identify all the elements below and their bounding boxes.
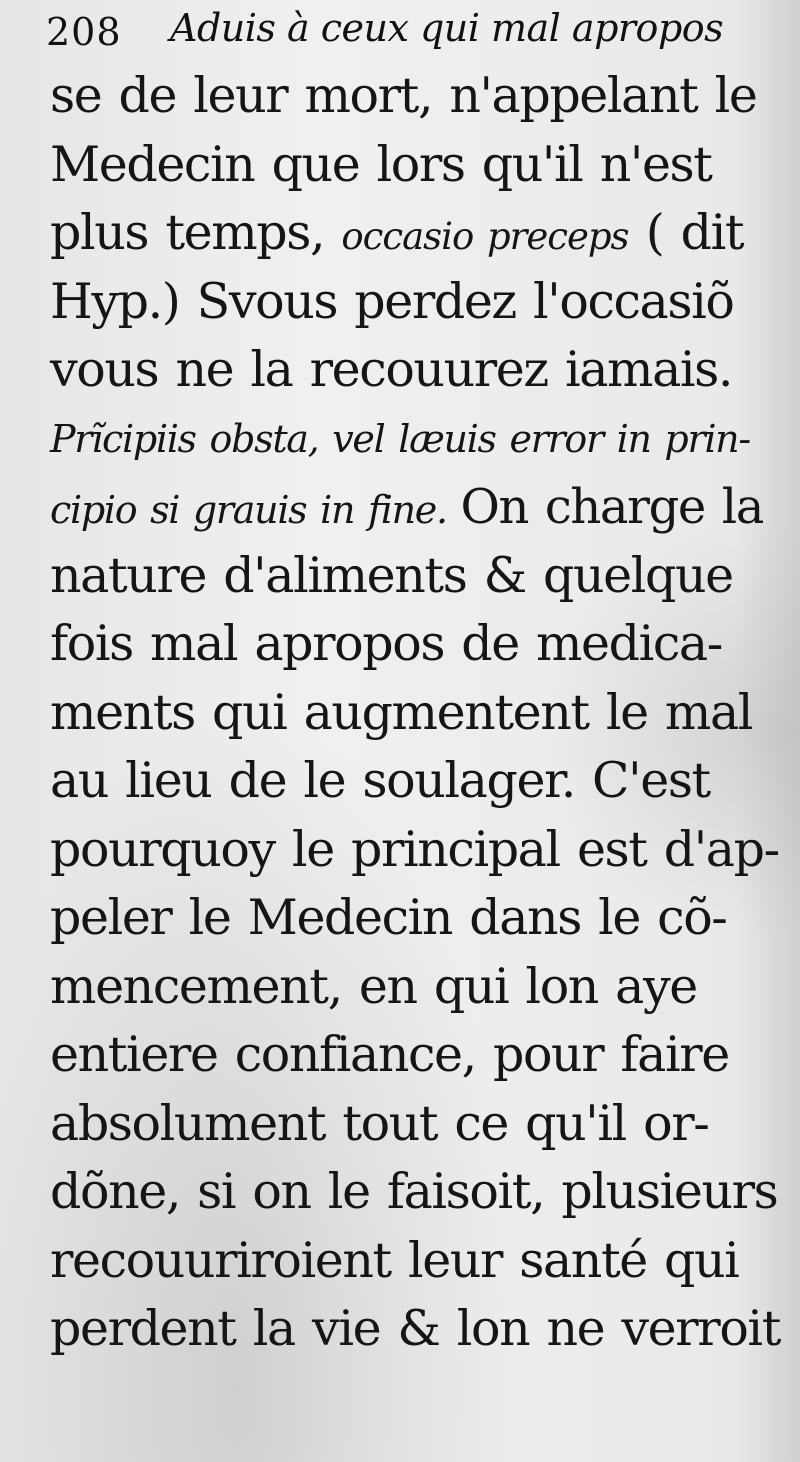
line-segment: pourquoy le principal est d'ap-: [50, 820, 779, 878]
line-segment: absolument tout ce qu'il or-: [50, 1094, 709, 1152]
running-head: Aduis à ceux qui mal apropos: [170, 6, 724, 50]
text-line: [50, 679, 753, 748]
text-line: [50, 199, 750, 268]
italic-quotation: occasio preceps: [341, 215, 629, 258]
text-line: [50, 1227, 750, 1296]
line-segment: mencement, en qui lon aye: [50, 957, 697, 1015]
text-line: [50, 953, 750, 1022]
text-line: [50, 1090, 750, 1159]
line-segment: se de leur mort, n'appelant le: [50, 67, 757, 124]
text-line: [50, 747, 750, 816]
text-line: [50, 62, 757, 131]
page-header: [46, 4, 766, 64]
line-segment: vous ne la recouurez iamais.: [50, 341, 733, 398]
italic-quotation: cipio si grauis in fine.: [50, 488, 461, 532]
line-segment: perdent la vie & lon ne verroit: [50, 1300, 780, 1357]
line-segment: dõne, si on le faisoit, plusieurs: [50, 1163, 778, 1220]
line-segment: ( dit: [628, 204, 744, 261]
line-segment: Medecin que lors qu'il n'est: [50, 135, 712, 193]
line-segment: entiere confiance, pour faire: [50, 1026, 729, 1083]
line-segment: plus temps,: [50, 204, 342, 261]
text-line: [50, 473, 763, 542]
text-line: [50, 816, 779, 885]
line-segment: au lieu de le soulager. C'est: [50, 752, 710, 809]
line-segment: peler le Medecin dans le cõ-: [50, 889, 727, 946]
italic-quotation: Prĩcipiis obsta, vel læuis error in prin-: [50, 416, 750, 461]
text-line: [50, 1158, 778, 1227]
text-line: [50, 1295, 780, 1364]
line-segment: recouuriroient leur santé qui: [50, 1231, 739, 1289]
page-number: 208: [46, 10, 122, 54]
line-segment: ments qui augmentent le mal: [50, 683, 753, 741]
line-segment: fois mal apropos de medica-: [50, 615, 722, 672]
text-line: [50, 610, 750, 679]
text-line: [50, 268, 750, 337]
body-text: [50, 62, 780, 1364]
text-line: [50, 1021, 750, 1090]
line-segment: On charge la: [460, 479, 763, 535]
text-line: [50, 884, 750, 953]
text-line: [50, 542, 750, 611]
text-line: [50, 336, 750, 405]
line-segment: nature d'aliments & quelque: [50, 546, 733, 604]
text-line: [50, 405, 750, 474]
text-line: [50, 131, 750, 200]
line-segment: Hyp.) Svous perdez l'occasiõ: [50, 272, 734, 330]
